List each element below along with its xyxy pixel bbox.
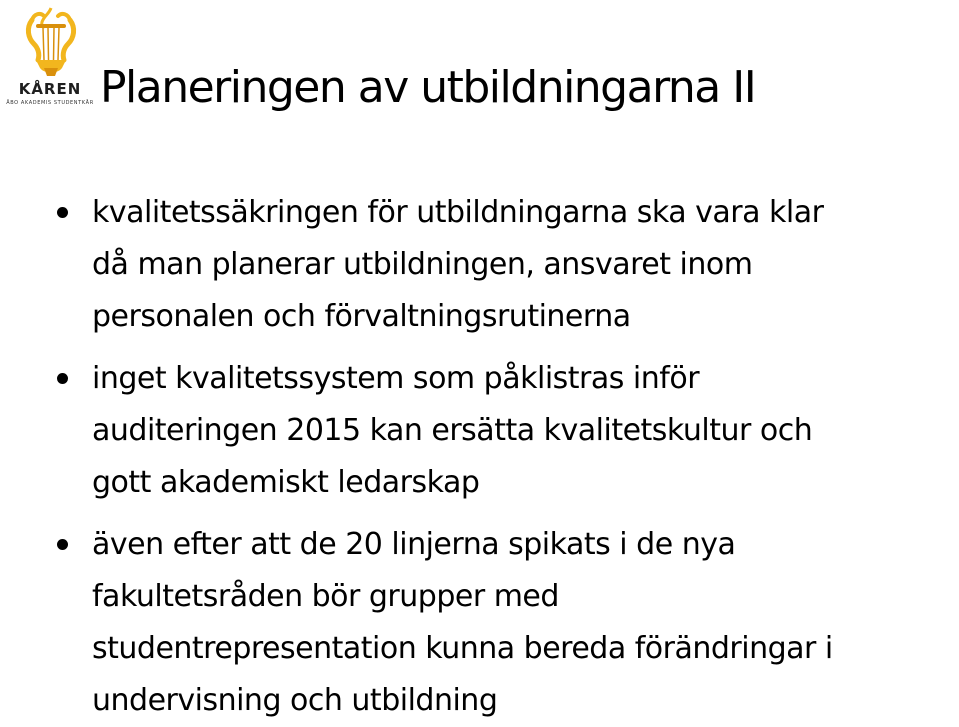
bullet-text-line: inget kvalitetssystem som påklistras inför: [92, 361, 700, 396]
bullet-text-line: personalen och förvaltningsrutinerna: [92, 299, 631, 334]
bullet-text-line: då man planerar utbildningen, ansvaret inom: [92, 247, 753, 282]
bullet-text-line: undervisning och utbildning: [92, 683, 498, 718]
bullet-text-line: även efter att de 20 linjerna spikats i de nya: [92, 527, 736, 562]
karen-logo: [4, 4, 96, 116]
bullet-dot-icon: [57, 207, 68, 218]
bullet-item-quality-system: [92, 353, 958, 509]
bullet-text-line: gott akademiskt ledarskap: [92, 465, 480, 500]
slide-title: Planeringen av utbildningarna II: [100, 62, 756, 113]
bullet-list: [92, 187, 958, 727]
bullet-dot-icon: [57, 373, 68, 384]
bullet-dot-icon: [57, 539, 68, 550]
logo-subtitle: ÅBO AKADEMIS STUDENTKÅR: [6, 100, 94, 106]
bullet-item-faculty-councils: [92, 519, 958, 727]
bullet-text-line: auditeringen 2015 kan ersätta kvalitetskultur och: [92, 413, 813, 448]
lyre-icon: [18, 4, 84, 78]
bullet-text-line: studentrepresentation kunna bereda förändringar i: [92, 631, 833, 666]
logo-name: KÅREN: [18, 80, 82, 98]
bullet-text-line: kvalitetssäkringen för utbildningarna ska vara klar: [92, 195, 824, 230]
bullet-item-quality-assurance: [92, 187, 958, 343]
bullet-text-line: fakultetsråden bör grupper med: [92, 579, 559, 614]
